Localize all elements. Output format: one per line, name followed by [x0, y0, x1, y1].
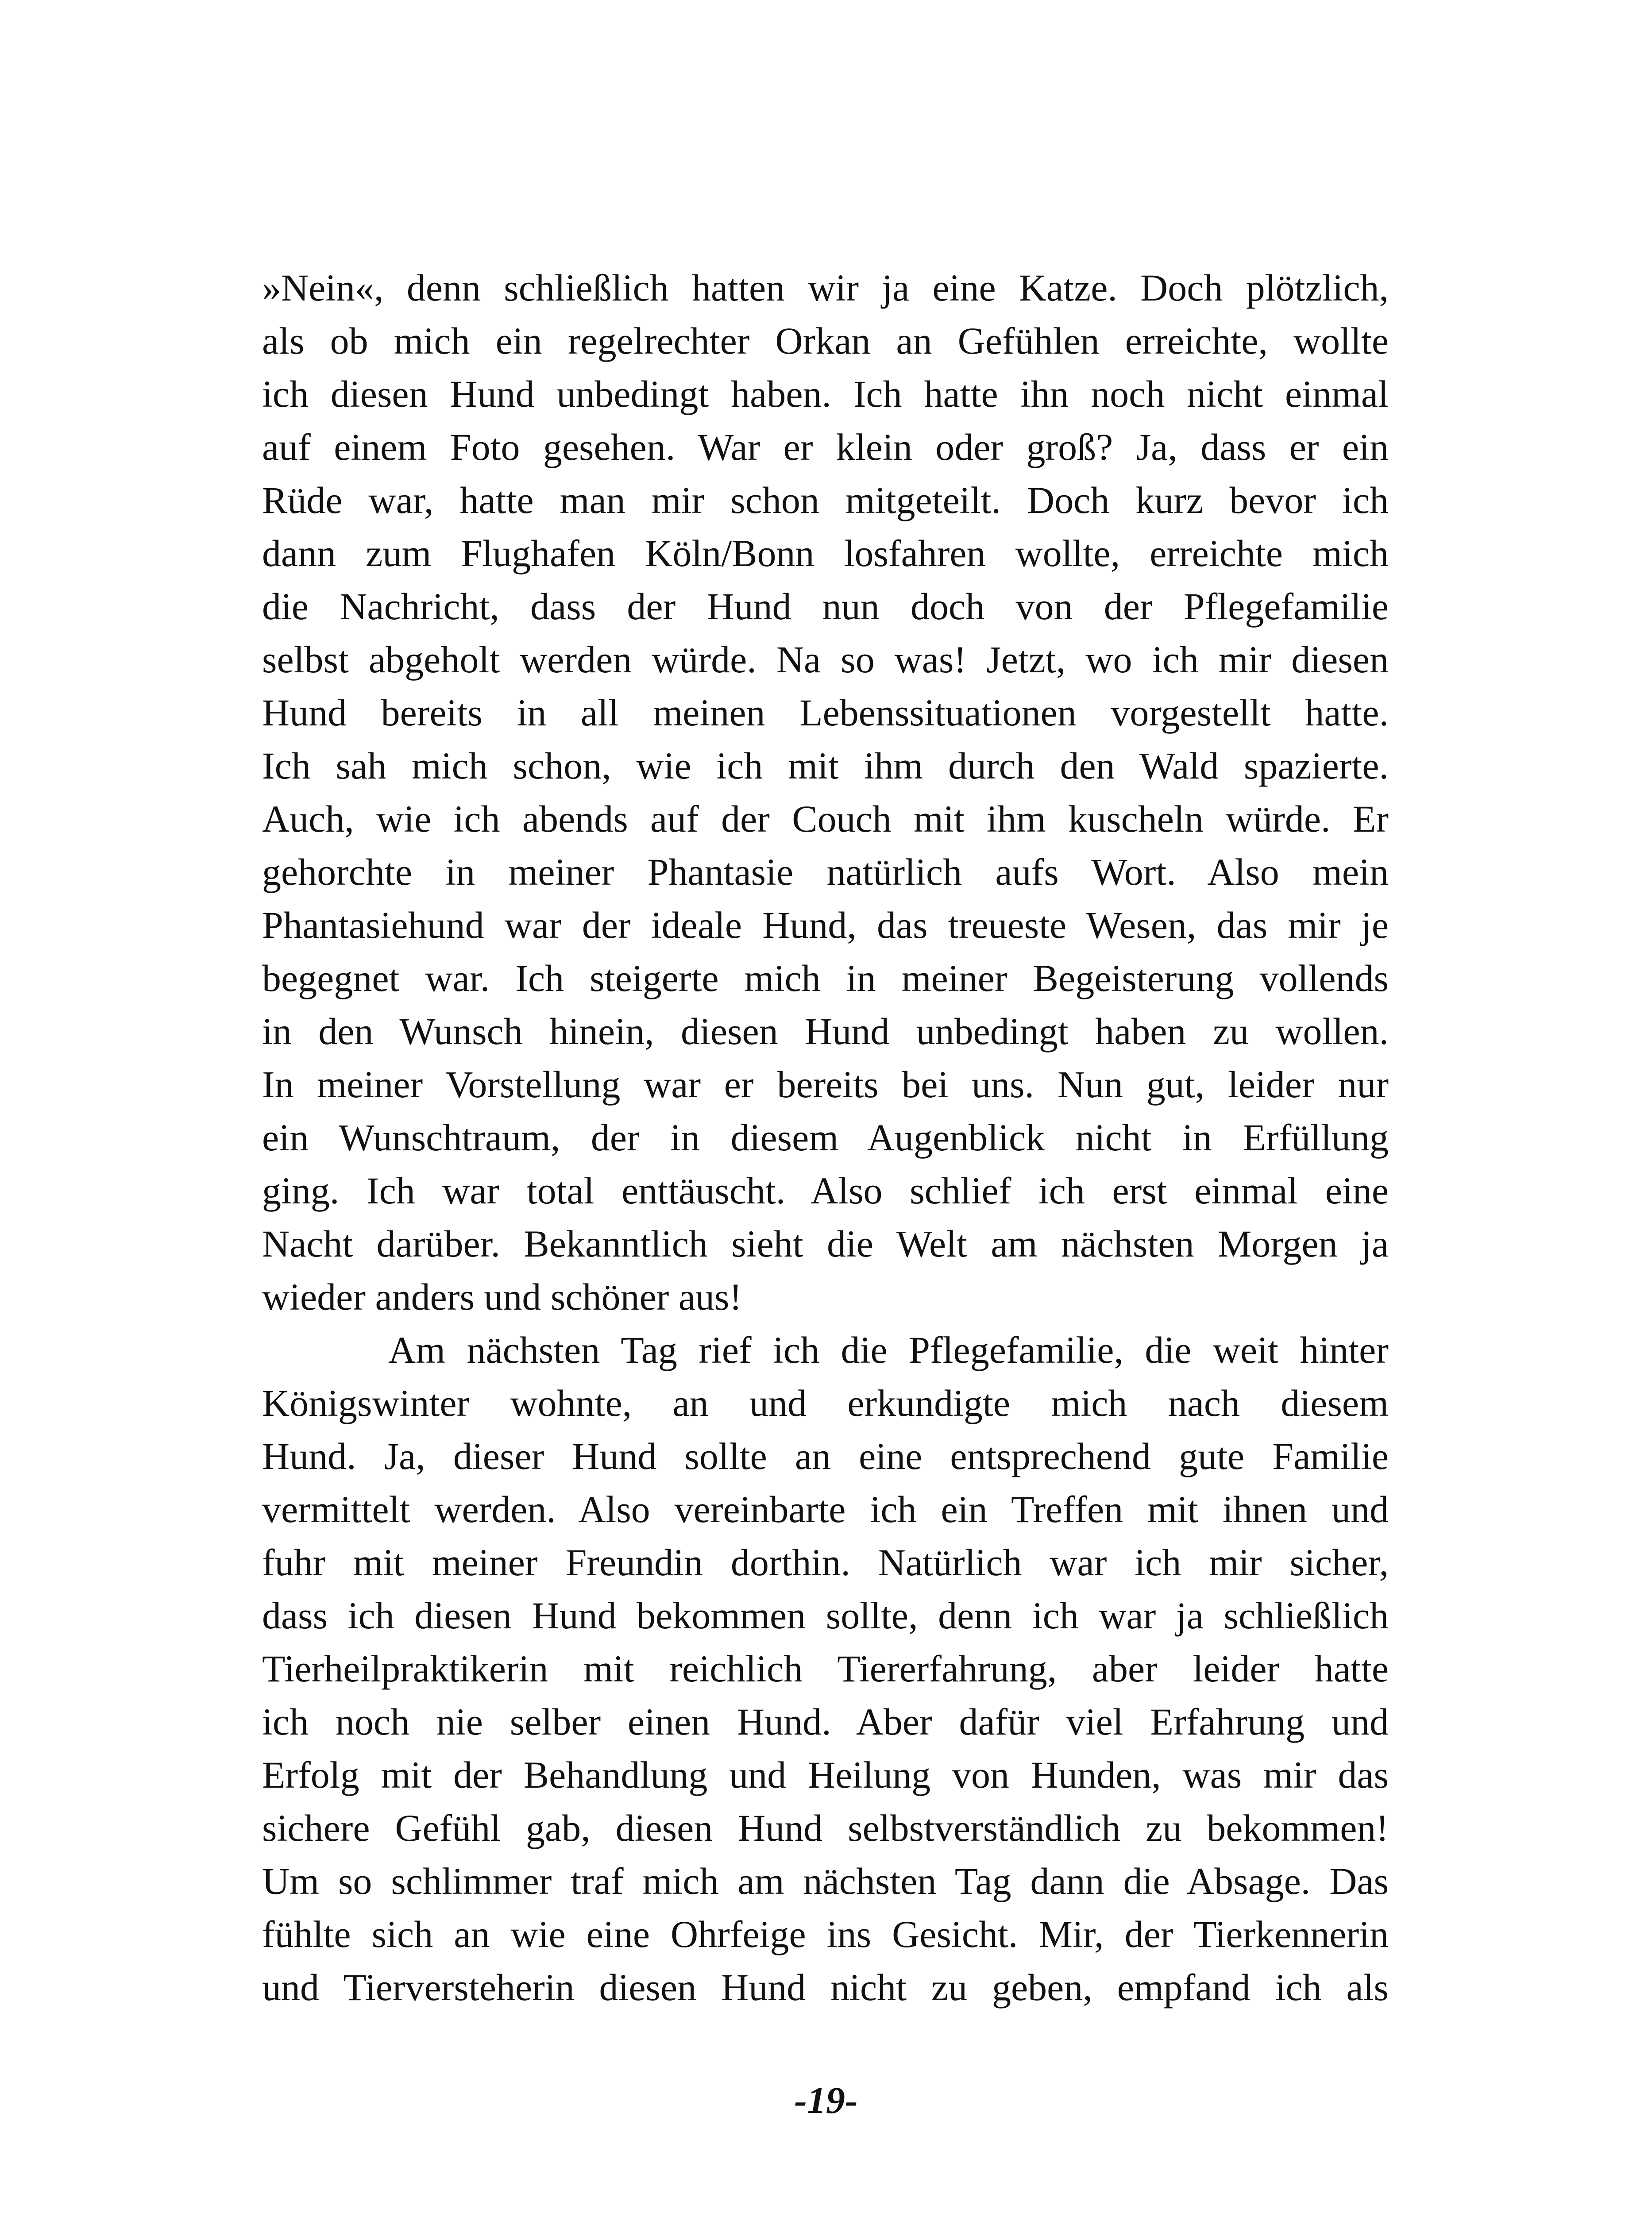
text-line: In meiner Vorstellung war er bereits bei uns. Nun gut, leider nur — [262, 1063, 1389, 1106]
text-line: auf einem Foto gesehen. War er klein oder groß? Ja, dass er ein — [262, 426, 1389, 468]
text-line: ein Wunschtraum, der in diesem Augenblick nicht in Erfüllung — [262, 1116, 1389, 1159]
text-line: Ich sah mich schon, wie ich mit ihm durch den Wald spazierte. — [262, 744, 1389, 787]
text-line: und Tierversteherin diesen Hund nicht zu geben, empfand ich als — [262, 1966, 1389, 2009]
text-line: dass ich diesen Hund bekommen sollte, denn ich war ja schließlich — [262, 1594, 1389, 1637]
text-line: Hund. Ja, dieser Hund sollte an eine entsprechend gute Familie — [262, 1435, 1389, 1477]
paragraph — [262, 1323, 1389, 2014]
text-line: Königswinter wohnte, an und erkundigte mich nach diesem — [262, 1382, 1389, 1424]
text-line: fuhr mit meiner Freundin dorthin. Natürlich war ich mir sicher, — [262, 1541, 1389, 1584]
text-line: Um so schlimmer traf mich am nächsten Tag dann die Absage. Das — [262, 1860, 1389, 1902]
text-line: Rüde war, hatte man mir schon mitgeteilt. Doch kurz bevor ich — [262, 479, 1389, 521]
text-line: die Nachricht, dass der Hund nun doch von der Pflegefamilie — [262, 585, 1389, 628]
text-line: »Nein«, denn schließlich hatten wir ja eine Katze. Doch plötzlich, — [262, 266, 1389, 309]
page-number: -19- — [794, 2079, 858, 2121]
text-line: Nacht darüber. Bekanntlich sieht die Welt am nächsten Morgen ja — [262, 1222, 1389, 1265]
text-line: dann zum Flughafen Köln/Bonn losfahren wollte, erreichte mich — [262, 532, 1389, 574]
text-line: in den Wunsch hinein, diesen Hund unbedingt haben zu wollen. — [262, 1010, 1389, 1053]
text-line: Hund bereits in all meinen Lebenssituationen vorgestellt hatte. — [262, 691, 1389, 734]
text-line: Am nächsten Tag rief ich die Pflegefamilie, die weit hinter — [388, 1329, 1389, 1371]
text-line: sichere Gefühl gab, diesen Hund selbstverständlich zu bekommen! — [262, 1807, 1389, 1849]
text-line: als ob mich ein regelrechter Orkan an Gefühlen erreichte, wollte — [262, 320, 1389, 362]
body-text — [262, 261, 1389, 2014]
text-line: wieder anders und schöner aus! — [262, 1276, 742, 1318]
text-line: gehorchte in meiner Phantasie natürlich aufs Wort. Also mein — [262, 851, 1389, 893]
paragraph — [262, 261, 1389, 1323]
text-line: Tierheilpraktikerin mit reichlich Tiererfahrung, aber leider hatte — [262, 1647, 1389, 1690]
text-line: ich noch nie selber einen Hund. Aber dafür viel Erfahrung und — [262, 1700, 1389, 1743]
text-line: ging. Ich war total enttäuscht. Also schlief ich erst einmal eine — [262, 1169, 1389, 1212]
text-line: selbst abgeholt werden würde. Na so was! Jetzt, wo ich mir diesen — [262, 638, 1389, 681]
text-line: Auch, wie ich abends auf der Couch mit ihm kuscheln würde. Er — [262, 798, 1389, 840]
text-line: Erfolg mit der Behandlung und Heilung von Hunden, was mir das — [262, 1754, 1389, 1796]
text-line: fühlte sich an wie eine Ohrfeige ins Gesicht. Mir, der Tierkennerin — [262, 1913, 1389, 1955]
text-line: ich diesen Hund unbedingt haben. Ich hatte ihn noch nicht einmal — [262, 373, 1389, 415]
text-line: begegnet war. Ich steigerte mich in meiner Begeisterung vollends — [262, 957, 1389, 999]
text-line: vermittelt werden. Also vereinbarte ich ein Treffen mit ihnen und — [262, 1488, 1389, 1531]
text-line: Phantasiehund war der ideale Hund, das treueste Wesen, das mir je — [262, 904, 1389, 946]
